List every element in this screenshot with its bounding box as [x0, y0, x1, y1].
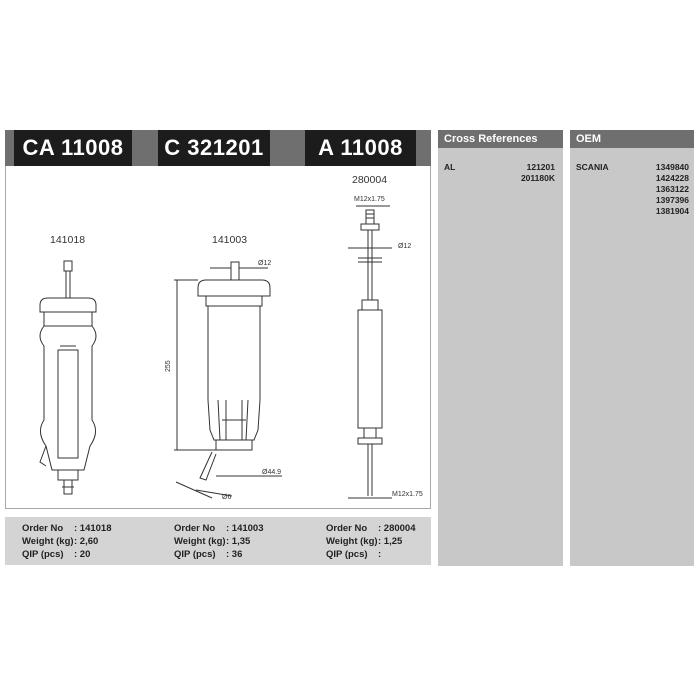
qip-value: : 20 [74, 549, 91, 560]
order-label: Order No [22, 523, 64, 534]
weight-value: : 1,25 [378, 536, 403, 547]
oem-code: 1349840 [655, 162, 689, 172]
oem-code: 1381904 [655, 206, 689, 216]
dim-top-dia: Ø12 [258, 260, 272, 267]
order-value: : 280004 [378, 523, 416, 534]
order-label: Order No [174, 523, 216, 534]
product-title-1: CA 11008 [14, 130, 132, 166]
oem-header: OEM [570, 130, 694, 148]
dim-pin-dia: Ø6 [222, 494, 232, 501]
product-title-2: C 321201 [158, 130, 270, 166]
info-product-2 [174, 522, 264, 561]
cross-ref-brand: AL [444, 162, 456, 172]
product-title-3: A 11008 [305, 130, 416, 166]
cross-ref-code: 201180K [520, 173, 555, 183]
order-label: Order No [326, 523, 368, 534]
oem-codes [634, 162, 689, 217]
dim-top-thread: M12x1.75 [354, 196, 385, 203]
qip-label: QIP (pcs) [326, 549, 368, 560]
drawing-ca11008 [40, 234, 96, 494]
dim-bottom-thread: M12x1.75 [392, 491, 423, 498]
weight-value: : 1,35 [226, 536, 251, 547]
dim-length: 255 [165, 360, 172, 372]
qip-label: QIP (pcs) [22, 549, 64, 560]
weight-label: Weight (kg) [326, 536, 378, 547]
qip-value: : 36 [226, 549, 243, 560]
info-product-1 [22, 522, 112, 561]
part-number-3: 280004 [352, 174, 388, 186]
qip-value: : [378, 549, 382, 560]
info-product-3 [326, 522, 416, 561]
order-value: : 141003 [226, 523, 264, 534]
part-number-1: 141018 [50, 234, 86, 246]
cross-ref-codes [500, 162, 555, 184]
technical-drawings [0, 0, 432, 510]
qip-label: QIP (pcs) [174, 549, 216, 560]
weight-label: Weight (kg) [174, 536, 226, 547]
order-value: : 141018 [74, 523, 112, 534]
dim-bottom-dia: Ø44.9 [262, 469, 282, 476]
dim-rod-dia: Ø12 [398, 243, 412, 250]
oem-code: 1424228 [655, 173, 689, 183]
cross-ref-code: 121201 [526, 162, 555, 172]
part-number-2: 141003 [212, 234, 248, 246]
drawing-c321201 [165, 234, 282, 501]
oem-brand: SCANIA [576, 162, 609, 172]
drawing-a11008 [348, 174, 423, 498]
weight-value: : 2,60 [74, 536, 99, 547]
oem-code: 1363122 [655, 184, 689, 194]
weight-label: Weight (kg) [22, 536, 74, 547]
cross-references-header: Cross References [438, 130, 563, 148]
oem-code: 1397396 [655, 195, 689, 205]
cross-references-panel [438, 130, 563, 566]
